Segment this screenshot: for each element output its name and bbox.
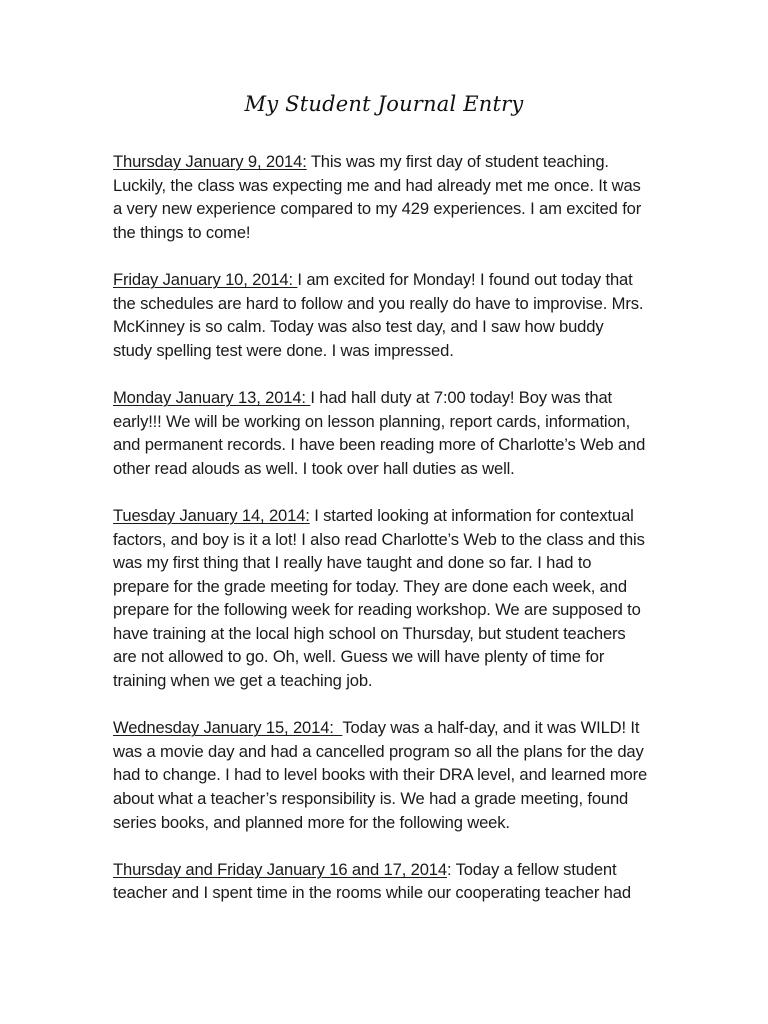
entry-line xyxy=(113,386,653,410)
entry-line xyxy=(113,150,653,174)
entry-line: other read alouds as well. I took over hall duties as well. xyxy=(113,458,515,478)
journal-entry-jan-15 xyxy=(113,716,653,834)
entry-line xyxy=(113,268,653,292)
entry-line: factors, and boy is it a lot! I also read Charlotte’s Web to the class and this xyxy=(113,529,645,549)
entry-line: teacher and I spent time in the rooms while our cooperating teacher had xyxy=(113,883,631,903)
entry-text: I started looking at information for contextual xyxy=(309,505,634,525)
entry-line xyxy=(113,716,653,740)
entry-line: about what a teacher’s responsibility is. We had a grade meeting, found xyxy=(113,789,629,809)
entry-line: are not allowed to go. Oh, well. Guess we will have plenty of time for xyxy=(113,647,605,667)
entry-line: prepare for the grade meeting for today. They are done each week, and xyxy=(113,576,627,596)
journal-entry-jan-14 xyxy=(113,504,653,693)
entry-date: Thursday January 9, 2014: xyxy=(113,152,307,171)
entry-text: : Today a fellow student xyxy=(446,859,617,879)
entry-text: This was my first day of student teaching. xyxy=(306,152,609,171)
entry-line: the things to come! xyxy=(113,222,251,242)
entry-text: Today was a half-day, and it was WILD! It xyxy=(342,718,640,738)
journal-entry-jan-13 xyxy=(113,386,653,480)
entry-line: study spelling test were done. I was impressed. xyxy=(113,340,454,360)
entry-line: had to change. I had to level books with their DRA level, and learned more xyxy=(113,765,648,785)
entry-line: have training at the local high school on Thursday, but student teachers xyxy=(113,623,626,643)
entry-line: the schedules are hard to follow and you really do have to improvise. Mrs. xyxy=(113,293,644,313)
journal-entry-jan-10 xyxy=(113,268,653,362)
entry-line: McKinney is so calm. Today was also test day, and I saw how buddy xyxy=(113,317,604,337)
entry-date: Wednesday January 15, 2014: xyxy=(113,718,343,738)
entry-date: Monday January 13, 2014: xyxy=(113,387,311,407)
entry-line: was a movie day and had a cancelled program so all the plans for the day xyxy=(113,741,644,761)
entry-line xyxy=(113,858,653,882)
entry-text: I had hall duty at 7:00 today! Boy was that xyxy=(310,387,613,407)
entry-line: was my first thing that I really have taught and done so far. I had to xyxy=(113,553,592,573)
entry-text: I am excited for Monday! I found out today that xyxy=(297,269,633,289)
entry-line xyxy=(113,504,653,528)
journal-entry-jan-16-17 xyxy=(113,858,653,905)
entry-line: a very new experience compared to my 429 experiences. I am excited for xyxy=(113,199,642,219)
entry-date: Friday January 10, 2014: xyxy=(113,269,298,289)
entry-line: and permanent records. I have been reading more of Charlotte’s Web and xyxy=(113,435,646,455)
document-title: My Student Journal Entry xyxy=(244,92,524,116)
entry-line: early!!! We will be working on lesson planning, report cards, information, xyxy=(113,411,631,431)
entry-line: training when we get a teaching job. xyxy=(113,671,373,691)
entry-date: Tuesday January 14, 2014: xyxy=(113,505,310,525)
entry-line: series books, and planned more for the following week. xyxy=(113,812,510,832)
entry-date: Thursday and Friday January 16 and 17, 2014 xyxy=(113,859,447,879)
entry-line: prepare for the following week for reading workshop. We are supposed to xyxy=(113,600,641,620)
journal-body xyxy=(113,150,653,929)
entry-line: Luckily, the class was expecting me and had already met me once. It was xyxy=(113,175,641,195)
journal-entry-jan-9 xyxy=(113,150,653,244)
